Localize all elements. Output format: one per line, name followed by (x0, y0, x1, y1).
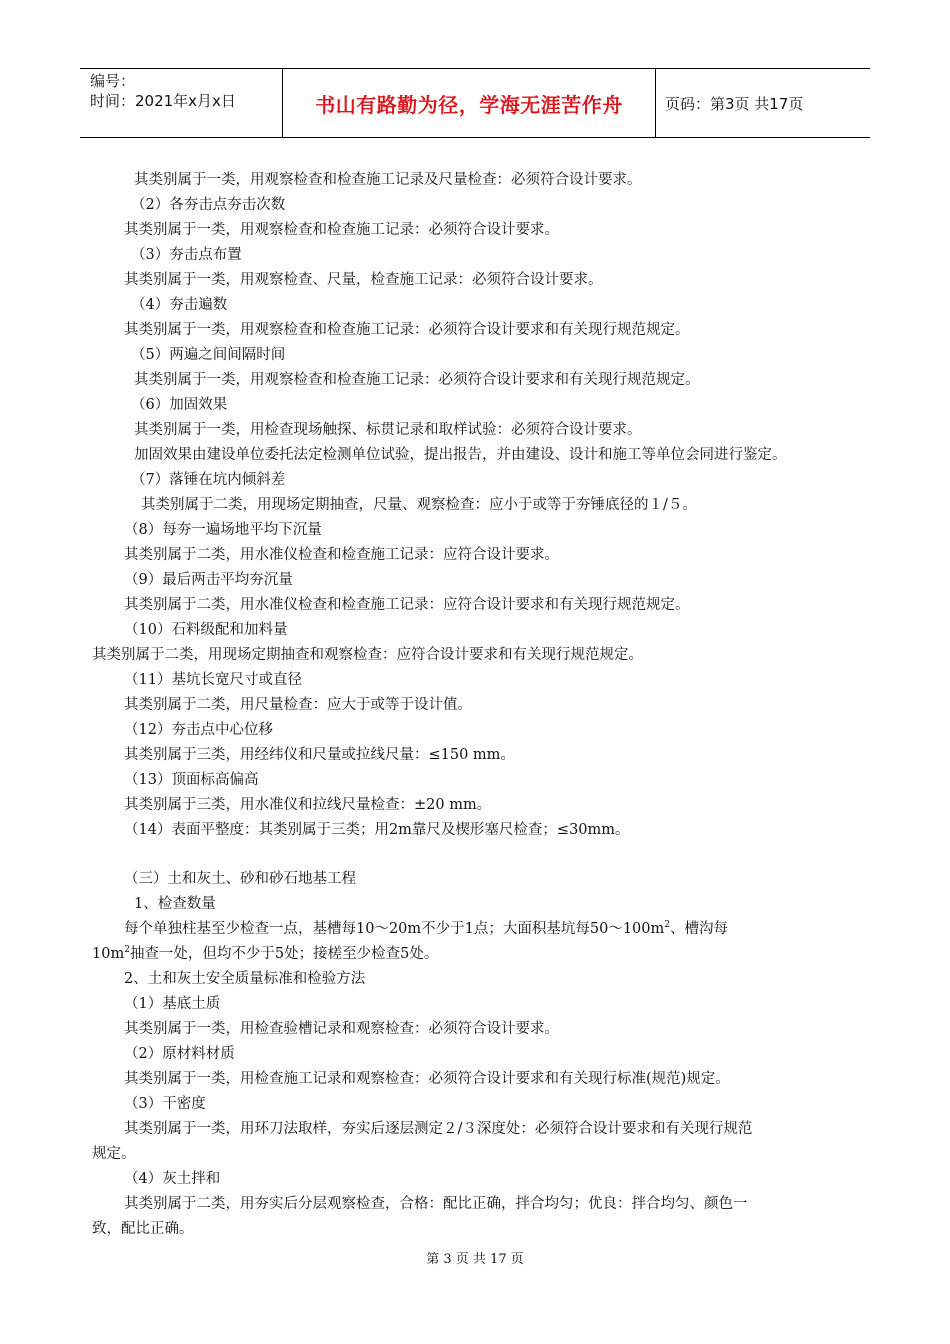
body-line: 其类别属于一类，用观察检查和检查施工记录及尺量检查：必须符合设计要求。 (134, 172, 642, 188)
item-heading: （3）夯击点布置 (131, 247, 242, 263)
body-line: 其类别属于一类，用检查现场触探、标贯记录和取样试验：必须符合设计要求。 (134, 422, 642, 438)
item-heading: （8）每夯一遍场地平均下沉量 (124, 522, 322, 538)
header-motto: 书山有路勤为径，学海无涯苦作舟 (315, 92, 623, 117)
body-line: （14）表面平整度：其类别属于三类；用2m靠尺及楔形塞尺检查；≤30mm。 (124, 822, 630, 838)
header-page-info: 页码：第3页 共17页 (665, 94, 804, 113)
item-heading: （9）最后两击平均夯沉量 (124, 572, 293, 588)
subsection-heading: 1、检查数量 (134, 896, 216, 912)
document-number-label: 编号： (90, 72, 136, 90)
item-heading: （4）灰土拌和 (124, 1171, 221, 1187)
item-heading: （6）加固效果 (131, 397, 228, 413)
body-line: 其类别属于一类，用观察检查、尺量，检查施工记录：必须符合设计要求。 (124, 272, 603, 288)
body-line: 其类别属于三类，用水准仪和拉线尺量检查：±20 mm。 (124, 797, 492, 813)
body-line: 其类别属于二类，用水准仪检查和检查施工记录：应符合设计要求。 (124, 547, 559, 563)
body-line: 加固效果由建设单位委托法定检测单位试验，提出报告，并由建设、设计和施工等单位会同进行鉴定。 (134, 447, 787, 463)
superscript: 2 (664, 920, 670, 931)
body-line: 其类别属于二类，用水准仪检查和检查施工记录：应符合设计要求和有关现行规范规定。 (124, 597, 690, 613)
body-line: 其类别属于二类，用现场定期抽查，尺量、观察检查：应小于或等于夯锤底径的１/５。 (141, 497, 697, 513)
body-line: 其类别属于二类，用夯实后分层观察检查，合格：配比正确，拌合均匀；优良：拌合均匀、颜色一 (124, 1196, 748, 1212)
body-line: 其类别属于一类，用观察检查和检查施工记录：必须符合设计要求和有关现行规范规定。 (134, 372, 700, 388)
item-heading: （7）落锤在坑内倾斜差 (131, 472, 286, 488)
subsection-heading: 2、土和灰土安全质量标准和检验方法 (124, 971, 366, 987)
body-line: 其类别属于一类，用观察检查和检查施工记录：必须符合设计要求。 (124, 222, 559, 238)
body-line: 每个单独柱基至少检查一点，基槽每10～20m不少于1点；大面积基坑每$50\sim 100m^2$、槽沟每 (124, 920, 728, 937)
page-footer: 第 3 页 共 17 页 (426, 1252, 524, 1267)
body-line: 其类别属于二类，用尺量检查：应大于或等于设计值。 (124, 697, 472, 713)
page-header (80, 68, 870, 138)
body-line: $10m^2$抽查一处，但均不少于5处；接槎至少检查5处。 (92, 945, 439, 962)
body-line: 其类别属于一类，用环刀法取样，夯实后逐层测定２/３深度处：必须符合设计要求和有关现行规范 (124, 1121, 753, 1137)
item-heading: （4）夯击遍数 (131, 297, 228, 313)
item-heading: （2）原材料材质 (124, 1046, 235, 1062)
header-motto-cell (282, 69, 656, 137)
superscript: 2 (124, 945, 130, 956)
item-heading: （13）顶面标高偏高 (124, 772, 259, 788)
body-line: 其类别属于一类，用检查验槽记录和观察检查：必须符合设计要求。 (124, 1021, 559, 1037)
body-line: 致，配比正确。 (92, 1221, 194, 1237)
item-heading: （3）干密度 (124, 1096, 206, 1112)
item-heading: （10）石料级配和加料量 (124, 622, 288, 638)
document-time-label: 时间：2021年x月x日 (90, 92, 236, 110)
item-heading: （5）两遍之间间隔时间 (131, 347, 286, 363)
body-line: 其类别属于一类，用检查施工记录和观察检查：必须符合设计要求和有关现行标准(规范)规定。 (124, 1071, 730, 1087)
body-line: 其类别属于三类，用经纬仪和尺量或拉线尺量：≤150 mm。 (124, 747, 515, 763)
item-heading: （2）各夯击点夯击次数 (131, 197, 286, 213)
header-page-cell (655, 69, 870, 137)
item-heading: （11）基坑长宽尺寸或直径 (124, 672, 302, 688)
body-line: 其类别属于一类，用观察检查和检查施工记录：必须符合设计要求和有关现行规范规定。 (124, 322, 690, 338)
item-heading: （1）基底土质 (124, 996, 221, 1012)
item-heading: （12）夯击点中心位移 (124, 722, 273, 738)
section-heading: （三）土和灰土、砂和砂石地基工程 (124, 871, 356, 887)
header-meta-cell (80, 69, 282, 137)
body-line: 规定。 (92, 1146, 136, 1162)
body-line: 其类别属于二类，用现场定期抽查和观察检查：应符合设计要求和有关现行规范规定。 (92, 647, 643, 663)
